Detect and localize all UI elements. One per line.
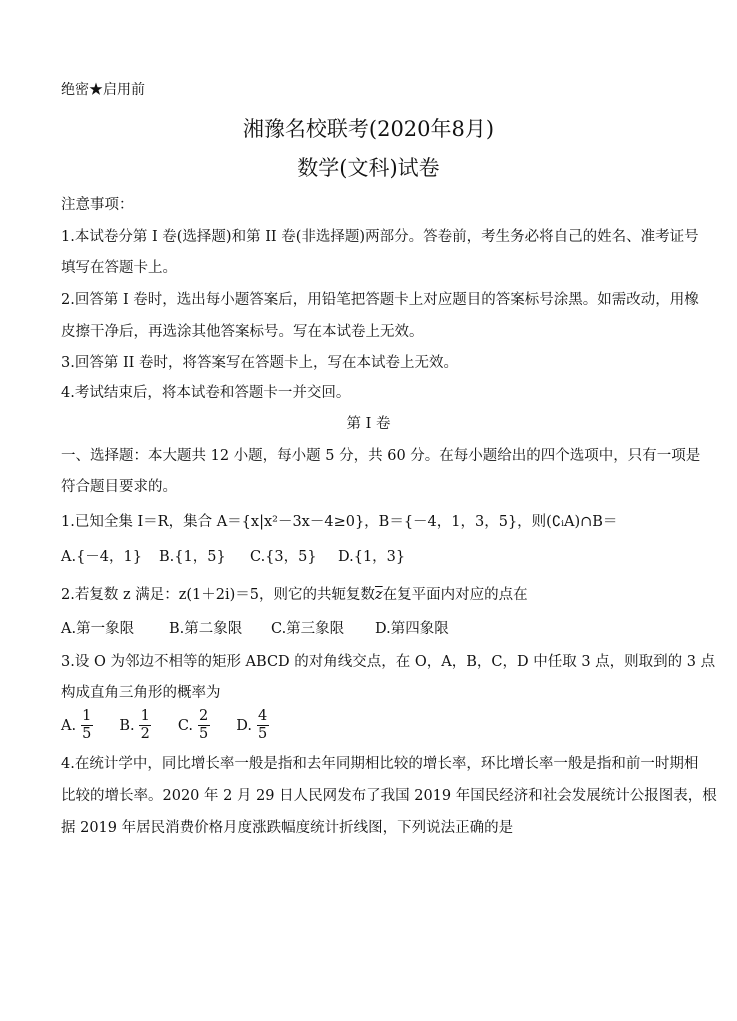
- q2-stem-part2: 在复平面内对应的点在: [382, 587, 528, 603]
- notes-line-4: 皮擦干净后，再选涂其他答案标号。写在本试卷上无效。: [61, 324, 424, 340]
- q3-option-c: [178, 708, 210, 743]
- q3-option-a-denominator: 5: [82, 726, 92, 742]
- q3-option-a-fraction: [80, 708, 93, 743]
- exam-title: 湘豫名校联考(2020年8月): [242, 117, 495, 141]
- q4-line-2: 比较的增长率。2020 年 2 月 29 日人民网发布了我国 2019 年国民经济和社会发展统计公报图表，根: [61, 788, 717, 804]
- q3-option-d-label: D.: [236, 717, 252, 734]
- q1-option-d: D.{1，3}: [338, 549, 406, 565]
- q1-option-c: C.{3，5}: [250, 549, 317, 565]
- q3-option-c-label: C.: [177, 717, 194, 734]
- q2-option-d: D.第四象限: [375, 621, 449, 637]
- q3-option-b-denominator: 2: [140, 726, 150, 742]
- q2-options: [61, 619, 449, 639]
- notes-line-2: 填写在答题卡上。: [61, 260, 177, 276]
- q4-line-1: 4.在统计学中，同比增长率一般是指和去年同期相比较的增长率，环比增长率一般是指和前一时期相: [61, 756, 699, 772]
- notes-line-6: 4.考试结束后，将本试卷和答题卡一并交回。: [61, 385, 351, 401]
- q3-option-d-numerator: 4: [257, 708, 268, 724]
- q3-option-a: [61, 708, 93, 743]
- q3-option-d: [236, 708, 269, 743]
- q3-option-d-fraction: [256, 708, 269, 743]
- section-intro-line-2: 符合题目要求的。: [61, 479, 177, 495]
- q2-option-c: C.第三象限: [271, 621, 345, 637]
- q2-option-a: A.第一象限: [61, 621, 135, 637]
- q2-stem: [61, 585, 528, 605]
- notes-line-1: 1.本试卷分第 I 卷(选择题)和第 II 卷(非选择题)两部分。答卷前，考生务必将自己的姓名、准考证号: [61, 229, 699, 245]
- confidential-mark: 绝密★启用前: [61, 82, 145, 98]
- q3-option-c-denominator: 5: [199, 726, 209, 742]
- q3-option-c-fraction: [197, 708, 210, 743]
- q3-line-2: 构成直角三角形的概率为: [61, 685, 221, 701]
- exam-subtitle: 数学(文科)试卷: [297, 156, 440, 180]
- notes-line-5: 3.回答第 II 卷时，将答案写在答题卡上，写在本试卷上无效。: [61, 355, 459, 371]
- q2-stem-part1: 2.若复数 z 满足：z(1＋2i)＝5，则它的共轭复数: [61, 587, 375, 603]
- q1-stem: 1.已知全集 I＝R，集合 A＝{x|x²－3x－4≥0}，B＝{－4，1，3，5}，则(∁ᵢA)∩B＝: [61, 514, 618, 530]
- notes-line-3: 2.回答第 I 卷时，选出每小题答案后，用铅笔把答题卡上对应题目的答案标号涂黑。如需改动，用橡: [61, 292, 699, 308]
- notes-heading: 注意事项：: [61, 197, 134, 213]
- q1-options: [61, 547, 405, 567]
- q3-option-b-label: B.: [119, 717, 135, 734]
- q3-option-c-numerator: 2: [199, 708, 209, 724]
- q2-conjugate-z: $\overline{z}$: [374, 587, 383, 603]
- section-title: 第 I 卷: [346, 416, 391, 432]
- q3-option-a-label: A.: [61, 717, 77, 734]
- q3-option-b: [119, 708, 152, 743]
- section-intro-line-1: 一、选择题：本大题共 12 小题，每小题 5 分，共 60 分。在每小题给出的四个选项中，只有一项是: [61, 448, 701, 464]
- q3-options: [61, 708, 295, 743]
- q4-line-3: 据 2019 年居民消费价格月度涨跌幅度统计折线图，下列说法正确的是: [61, 820, 514, 836]
- q3-option-d-denominator: 5: [257, 726, 268, 742]
- q3-line-1: 3.设 O 为邻边不相等的矩形 ABCD 的对角线交点，在 O，A，B，C，D 中任取 3 点，则取到的 3 点: [61, 654, 716, 670]
- q3-option-b-numerator: 1: [140, 708, 150, 724]
- q1-option-b: B.{1，5}: [159, 549, 226, 565]
- q3-option-a-numerator: 1: [82, 708, 92, 724]
- q3-option-b-fraction: [139, 708, 152, 743]
- q1-option-a: A.{－4，1}: [61, 549, 142, 565]
- q2-option-b: B.第二象限: [169, 621, 243, 637]
